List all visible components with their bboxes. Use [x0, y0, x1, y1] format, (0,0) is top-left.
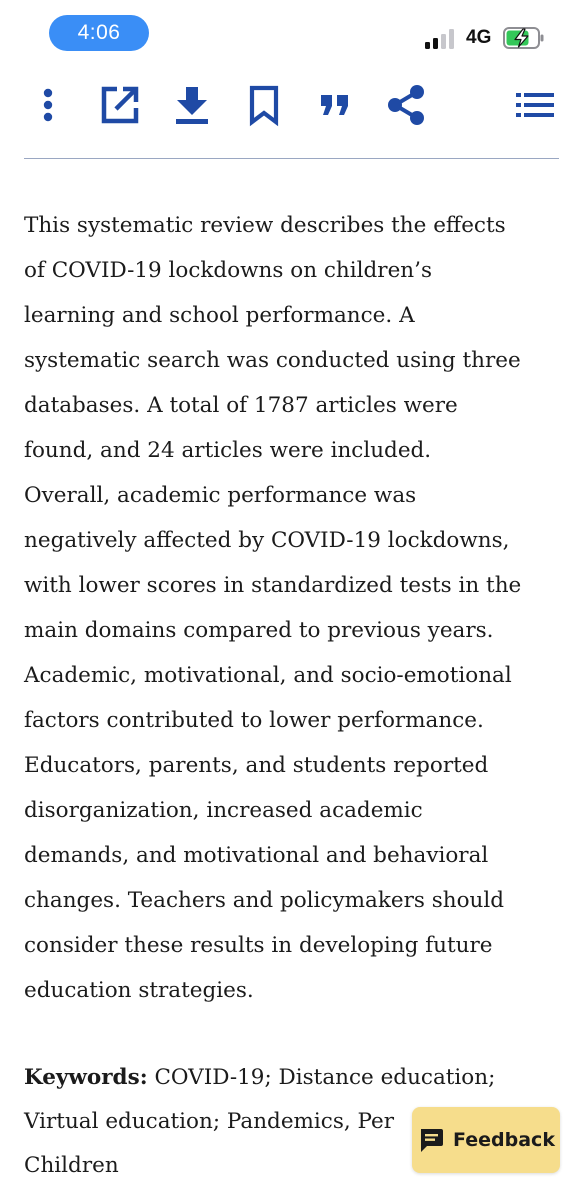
abstract-line: with lower scores in standardized tests in the: [24, 573, 522, 598]
abstract-line: systematic search was conducted using three: [24, 348, 521, 373]
more-options-button[interactable]: [34, 84, 62, 126]
feedback-label: Feedback: [453, 1129, 555, 1151]
abstract-line: Educators, parents, and students reported: [24, 753, 489, 778]
bookmark-icon: [249, 85, 279, 125]
abstract-line: databases. A total of 1787 articles were: [24, 393, 458, 418]
article-toolbar: [0, 68, 572, 142]
feedback-button[interactable]: [412, 1107, 560, 1173]
abstract-line: consider these results in developing future: [24, 933, 493, 958]
chat-bubble-icon: [417, 1126, 445, 1154]
abstract-line: factors contributed to lower performance.: [24, 708, 484, 733]
abstract-line: demands, and motivational and behavioral: [24, 843, 489, 868]
battery-charging-icon: [503, 26, 545, 50]
abstract-line: Academic, motivational, and socio-emotional: [24, 663, 512, 688]
keywords-label: Keywords:: [24, 1065, 148, 1090]
open-external-icon: [100, 85, 140, 125]
abstract-line: of COVID-19 lockdowns on children’s: [24, 258, 433, 283]
abstract-line: This systematic review describes the effects: [24, 213, 506, 238]
download-icon: [174, 85, 210, 125]
network-type: 4G: [466, 27, 492, 48]
download-button[interactable]: [172, 84, 212, 126]
abstract-line: Overall, academic performance was: [24, 483, 417, 508]
abstract-text: [24, 203, 554, 1013]
abstract-line: education strategies.: [24, 978, 254, 1003]
share-button[interactable]: [385, 84, 427, 126]
status-bar: [0, 0, 572, 68]
cite-quote-icon: [319, 93, 351, 117]
cite-button[interactable]: [317, 84, 353, 126]
abstract-line: main domains compared to previous years.: [24, 618, 494, 643]
abstract-line: negatively affected by COVID-19 lockdowns,: [24, 528, 510, 553]
table-of-contents-button[interactable]: [514, 84, 556, 126]
section-divider: [24, 158, 559, 159]
share-icon: [386, 84, 426, 126]
list-menu-icon: [516, 92, 554, 118]
keywords-line: [24, 1056, 554, 1100]
bookmark-button[interactable]: [246, 84, 282, 126]
keywords-text: COVID-19; Distance education;: [147, 1065, 496, 1090]
keywords-line: Virtual education; Pandemics, Per: [24, 1109, 395, 1134]
abstract-line: learning and school performance. A: [24, 303, 415, 328]
more-vertical-icon: [41, 87, 55, 123]
open-external-button[interactable]: [98, 84, 142, 126]
status-time[interactable]: 4:06: [49, 15, 149, 51]
keywords-line: Children: [24, 1153, 119, 1178]
article-content: [0, 142, 572, 1200]
abstract-line: disorganization, increased academic: [24, 798, 423, 823]
abstract-line: found, and 24 articles were included.: [24, 438, 432, 463]
cellular-signal-icon: [425, 29, 459, 49]
abstract-line: changes. Teachers and policymakers should: [24, 888, 505, 913]
